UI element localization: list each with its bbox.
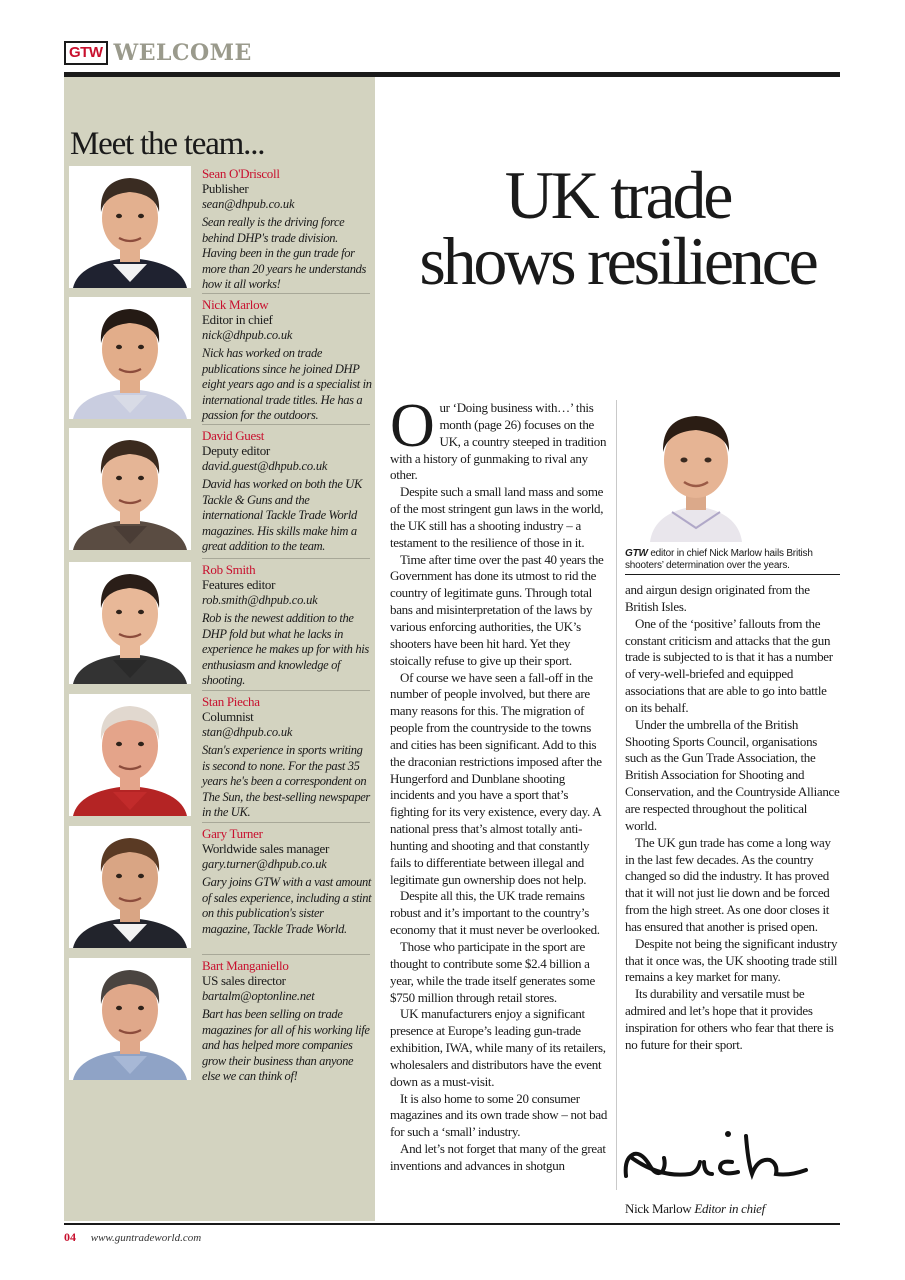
website-url: www.guntradeworld.com [90, 1232, 202, 1244]
team-member-info [202, 562, 372, 689]
team-member-bio: Nick has worked on trade publications since he joined DHP eight years ago and is a specialist in international trade titles. He has a passion for the outdoors. [202, 346, 372, 423]
page-footer [64, 1230, 201, 1245]
team-member-info [202, 694, 372, 821]
team-member-photo [69, 428, 191, 550]
paragraph: and airgun design originated from the British Isles. [625, 582, 810, 614]
drop-cap: O [390, 392, 435, 460]
team-member-info [202, 826, 372, 937]
team-member-photo [69, 826, 191, 948]
team-member-photo [69, 694, 191, 816]
team-member-name: David Guest [202, 428, 265, 443]
team-member [69, 166, 371, 290]
team-member-role: Deputy editor [202, 443, 270, 458]
team-member-role: Publisher [202, 181, 249, 196]
team-member [69, 562, 371, 686]
team-member-divider [202, 954, 370, 955]
editor-photo [632, 400, 760, 542]
team-member-email: david.guest@dhpub.co.uk [202, 459, 328, 473]
team-member-bio: Stan's experience in sports writing is second to none. For the past 35 years he's been a correspondent on The Sun, the best-selling newspaper in the UK. [202, 743, 370, 820]
team-member-email: nick@dhpub.co.uk [202, 328, 293, 342]
team-member-name: Gary Turner [202, 826, 263, 841]
team-member-email: rob.smith@dhpub.co.uk [202, 593, 318, 607]
team-member-info [202, 297, 372, 424]
bottom-rule [64, 1223, 840, 1225]
team-member-info [202, 958, 372, 1085]
gtw-logo: GTW [64, 41, 108, 65]
team-member-photo [69, 297, 191, 419]
article-column-2 [625, 582, 840, 1054]
team-member-info [202, 166, 372, 293]
section-header [64, 40, 252, 66]
paragraph: Its durability and versatile must be admired and let’s hope that it provides inspiration for others who fear that there is no future for their sport. [625, 986, 834, 1052]
photo-caption: GTW editor in chief Nick Marlow hails British shooters’ determination over the years. [625, 548, 813, 571]
team-member-info [202, 428, 372, 555]
team-member-name: Nick Marlow [202, 297, 269, 312]
team-member-bio: Sean really is the driving force behind DHP's trade division. Having been in the gun trade for more than 20 years he understands how it all works! [202, 215, 367, 292]
team-member-photo [69, 166, 191, 288]
team-member-photo [69, 562, 191, 684]
team-member-role: Worldwide sales manager [202, 841, 330, 856]
paragraph: Despite not being the significant industry that it once was, the UK shooting trade still remains a key market for many. [625, 935, 838, 985]
team-member-email: sean@dhpub.co.uk [202, 197, 295, 211]
caption-rule [625, 574, 840, 575]
team-member-role: Columnist [202, 709, 254, 724]
team-member [69, 826, 371, 950]
paragraph: One of the ‘positive’ fallouts from the constant criticism and attacks that the gun trade is subjected to is that it has a number of very-well-briefed and equipped associations that are able to go into battle on its behalf. [625, 615, 833, 715]
paragraph: Our ‘Doing business with…’ this month (page 26) focuses on the UK, a country steeped in tradition with a history of gunmaking to rival any other. [390, 392, 607, 483]
team-member-role: Editor in chief [202, 312, 273, 327]
paragraph: It is also home to some 20 consumer magazines and its own trade show – not bad for such a ‘small’ industry. [390, 1090, 608, 1140]
team-member-bio: David has worked on both the UK Tackle & Guns and the international Tackle Trade World magazines. His skills make him a great addition to the team. [202, 477, 362, 554]
paragraph: UK manufacturers enjoy a significant presence at Europe’s leading gun-trade exhibition, IWA, while many of its retailers, wholesalers and distributors have the event down as a must-visit. [390, 1006, 606, 1089]
team-member-email: bartalm@optonline.net [202, 989, 315, 1003]
team-member-bio: Rob is the newest addition to the DHP fold but what he lacks in experience he makes up for with his enthusiasm and knowledge of shooting. [202, 611, 369, 688]
paragraph: The UK gun trade has come a long way in the last few decades. As the country changed so did the industry. It has proved that it will not just lie down and be forced from the high street. As one door closes it has ensured that another is prised open. [625, 834, 831, 934]
team-member-name: Rob Smith [202, 562, 256, 577]
paragraph: Under the umbrella of the British Shooting Sports Council, organisations such as the Gun Trade Association, the British Association for Shooting and Conservation, and the Countryside Alliance are respected throughout the political world. [625, 716, 840, 833]
team-member-bio: Bart has been selling on trade magazines for all of his working life and has helped more companies grow their business than anyone else we can think of! [202, 1007, 370, 1084]
team-member-name: Stan Piecha [202, 694, 260, 709]
team-member [69, 428, 371, 552]
team-member-email: gary.turner@dhpub.co.uk [202, 857, 327, 871]
section-title: WELCOME [113, 40, 252, 66]
team-member [69, 694, 371, 818]
team-member-divider [202, 822, 370, 823]
paragraph: Of course we have seen a fall-off in the number of people involved, but there are many reasons for this. The migration of people from the countryside to the towns and cities has been significant. Add to this the draconian restrictions imposed after the Hungerford and Dunblane shooting incidents and you have a sport that’s fighting for its very existence, every day. A national press that’s almost totally anti-hunting and shooting and that constantly fails to differentiate between illegal and legitimate gun ownership does not help. [390, 669, 602, 887]
paragraph: Those who participate in the sport are thought to contribute some $2.4 billion a year, while the trade itself generates some $750 million through retail stores. [390, 939, 595, 1005]
team-member [69, 958, 371, 1082]
page-number: 04 [64, 1230, 76, 1244]
article-column-1 [390, 392, 608, 1175]
column-divider [616, 400, 617, 1190]
sidebar-title: Meet the team... [70, 126, 265, 162]
headline [380, 157, 855, 299]
paragraph: Time after time over the past 40 years the Government has done its utmost to rid the country of legitimate guns. Through total bans and misinterpretation of the laws by various enforcing authorities, the UK’s shooters have been hit hard. Yet they stoically refuse to give up their sport. [390, 551, 604, 668]
team-member-email: stan@dhpub.co.uk [202, 725, 293, 739]
team-member-divider [202, 690, 370, 691]
paragraph: And let’s not forget that many of the great inventions and advances in shotgun [390, 1141, 606, 1173]
team-member-bio: Gary joins GTW with a vast amount of sales experience, including a stint on this publication's sister magazine, Tackle Trade World. [202, 875, 372, 936]
team-member-name: Bart Manganiello [202, 958, 289, 973]
team-member-divider [202, 293, 370, 294]
signature-name: Nick Marlow Editor in chief [625, 1201, 765, 1216]
team-member [69, 297, 371, 421]
team-member-name: Sean O'Driscoll [202, 166, 280, 181]
team-member-role: Features editor [202, 577, 276, 592]
paragraph: Despite such a small land mass and some of the most stringent gun laws in the world, the UK still has a shooting industry – a testament to the resilience of those in it. [390, 484, 604, 550]
headline-line-1: UK trade [504, 157, 731, 233]
team-member-divider [202, 424, 370, 425]
paragraph: Despite all this, the UK trade remains robust and it’s important to the country’s economy that it must never be overlooked. [390, 888, 600, 938]
headline-line-2: shows resilience [419, 223, 816, 299]
editor-signature [620, 1118, 820, 1198]
team-member-photo [69, 958, 191, 1080]
team-member-divider [202, 558, 370, 559]
team-member-role: US sales director [202, 973, 286, 988]
